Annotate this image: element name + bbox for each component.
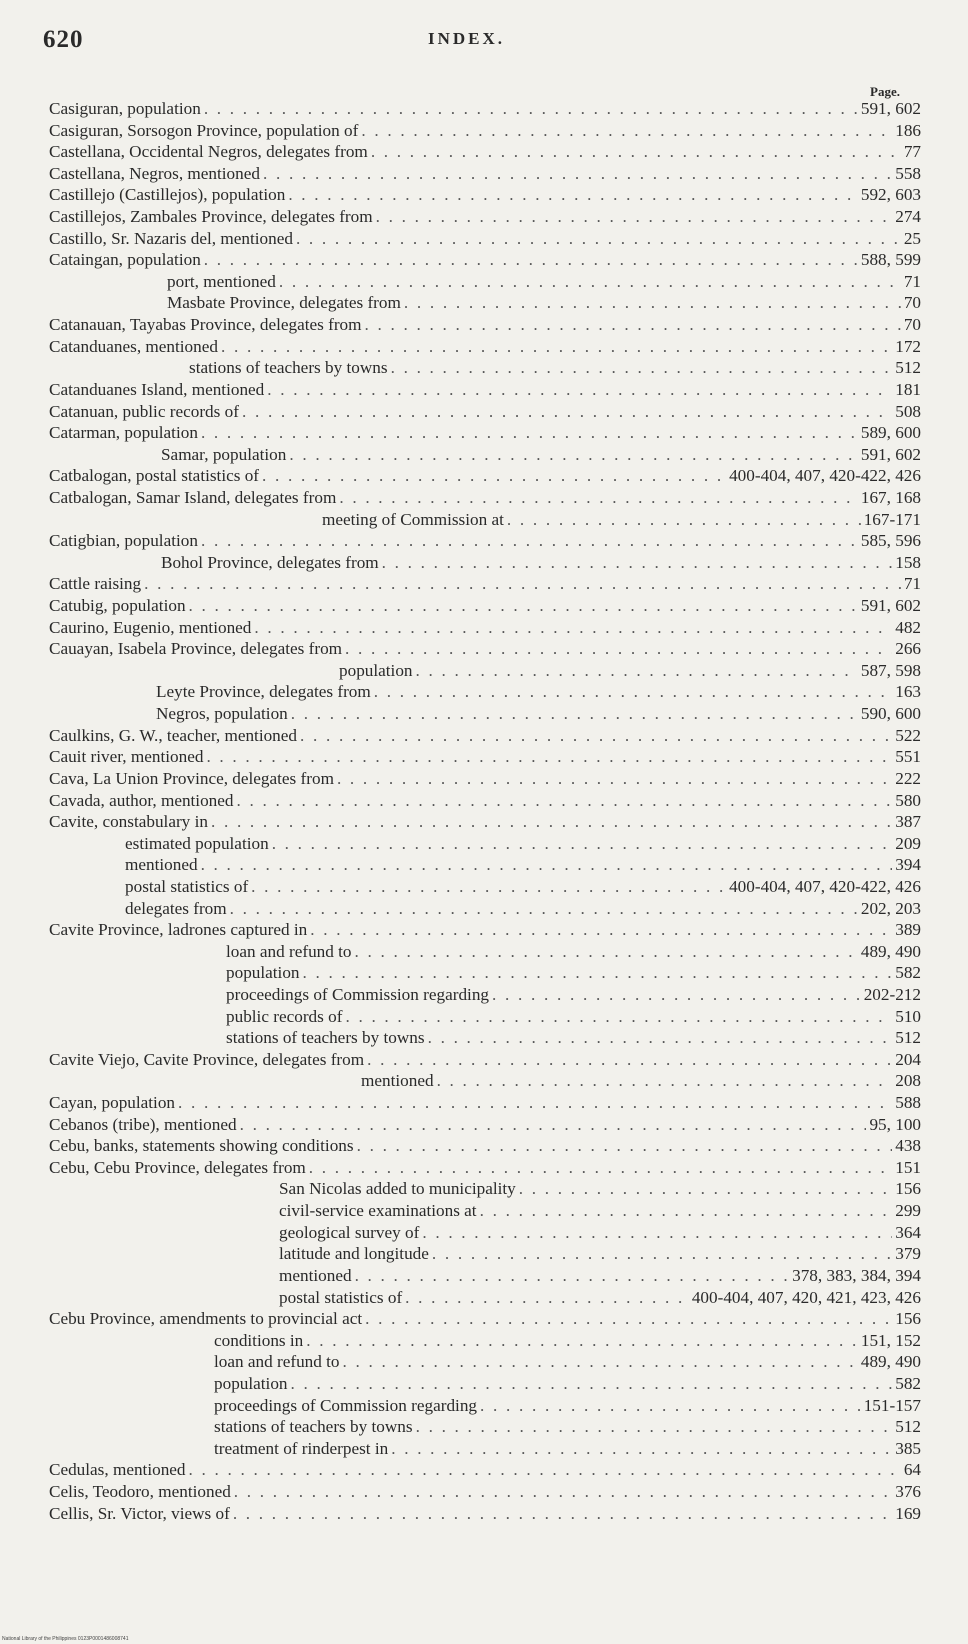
entry-label: Casiguran, population bbox=[49, 99, 201, 118]
entry-pages: 400-404, 407, 420-422, 426 bbox=[729, 466, 921, 486]
dot-leader bbox=[357, 1135, 893, 1157]
dot-leader bbox=[204, 98, 858, 120]
entry-pages: 95, 100 bbox=[869, 1114, 921, 1134]
entry-label: stations of teachers by towns bbox=[189, 358, 388, 378]
entry-pages: 585, 596 bbox=[860, 531, 921, 551]
dot-leader bbox=[251, 876, 726, 898]
dot-leader bbox=[272, 833, 893, 855]
entry-label: Cedulas, mentioned bbox=[49, 1460, 186, 1480]
entry-pages: 400-404, 407, 420-422, 426 bbox=[729, 876, 921, 896]
entry-pages: 25 bbox=[903, 228, 921, 248]
entry-label: estimated population bbox=[125, 833, 269, 853]
scan-footer: National Library of the Philippines 0123P0001486008741 bbox=[2, 1636, 129, 1642]
entry-label: Cauayan, Isabela Province, delegates from bbox=[49, 639, 343, 659]
entry-label: conditions in bbox=[214, 1330, 304, 1350]
entry-label: mentioned bbox=[361, 1071, 434, 1091]
dot-leader bbox=[480, 1395, 861, 1417]
entry-pages: 588 bbox=[895, 1093, 921, 1113]
dot-leader bbox=[230, 898, 858, 920]
dot-leader bbox=[178, 1092, 892, 1114]
index-entry bbox=[49, 1438, 921, 1460]
dot-leader bbox=[405, 1287, 689, 1309]
entry-label: Catubig, population bbox=[49, 596, 186, 616]
entry-pages: 181 bbox=[895, 379, 921, 399]
entry-label: Castillejos, Zambales Province, delegates from bbox=[49, 207, 373, 227]
entry-pages: 591, 602 bbox=[860, 596, 921, 616]
entry-label: Masbate Province, delegates from bbox=[167, 293, 401, 313]
index-entry bbox=[49, 1287, 921, 1309]
entry-pages: 489, 490 bbox=[860, 1352, 921, 1372]
dot-leader bbox=[263, 163, 892, 185]
dot-leader bbox=[367, 1049, 892, 1071]
dot-leader bbox=[204, 249, 858, 271]
index-entry bbox=[49, 379, 921, 401]
entry-pages: 163 bbox=[895, 682, 921, 702]
entry-label: port, mentioned bbox=[167, 271, 276, 291]
entry-pages: 385 bbox=[895, 1438, 921, 1458]
dot-leader bbox=[365, 314, 901, 336]
entry-label: latitude and longitude bbox=[279, 1244, 429, 1264]
entry-pages: 522 bbox=[895, 725, 921, 745]
entry-pages: 551 bbox=[895, 747, 921, 767]
dot-leader bbox=[289, 444, 858, 466]
entry-label: San Nicolas added to municipality bbox=[279, 1179, 516, 1199]
dot-leader bbox=[480, 1200, 893, 1222]
entry-label: Catanduanes, mentioned bbox=[49, 336, 218, 356]
dot-leader bbox=[376, 206, 893, 228]
dot-leader bbox=[345, 638, 892, 660]
index-entry bbox=[49, 811, 921, 833]
index-entry bbox=[49, 919, 921, 941]
entry-pages: 512 bbox=[895, 1417, 921, 1437]
entry-label: Celis, Teodoro, mentioned bbox=[49, 1482, 231, 1501]
index-entry bbox=[49, 1459, 921, 1481]
entry-label: Catarman, population bbox=[49, 423, 198, 443]
dot-leader bbox=[345, 1006, 892, 1028]
index-entry bbox=[49, 941, 921, 963]
dot-leader bbox=[144, 573, 901, 595]
index-entry bbox=[49, 1395, 921, 1417]
entry-pages: 389 bbox=[895, 920, 921, 940]
entry-label: Casiguran, Sorsogon Province, population of bbox=[49, 120, 359, 140]
index-entry bbox=[49, 141, 921, 163]
entry-label: mentioned bbox=[125, 855, 198, 875]
entry-label: Cava, La Union Province, delegates from bbox=[49, 768, 334, 788]
index-entry bbox=[49, 249, 921, 271]
index-entry bbox=[49, 573, 921, 595]
entry-pages: 510 bbox=[895, 1006, 921, 1026]
entry-pages: 589, 600 bbox=[860, 423, 921, 443]
entry-pages: 156 bbox=[895, 1309, 921, 1329]
entry-label: Cebu Province, amendments to provincial act bbox=[49, 1309, 363, 1329]
dot-leader bbox=[201, 422, 858, 444]
dot-leader bbox=[189, 595, 858, 617]
dot-leader bbox=[519, 1178, 892, 1200]
index-entry bbox=[49, 746, 921, 768]
entry-pages: 151-157 bbox=[863, 1395, 921, 1415]
dot-leader bbox=[296, 228, 901, 250]
index-entry bbox=[49, 1351, 921, 1373]
dot-leader bbox=[355, 941, 858, 963]
entry-label: Caurino, Eugenio, mentioned bbox=[49, 617, 252, 637]
entry-label: geological survey of bbox=[279, 1222, 420, 1242]
entry-label: civil-service examinations at bbox=[279, 1201, 477, 1221]
index-entry bbox=[49, 595, 921, 617]
index-entry bbox=[49, 465, 921, 487]
entry-pages: 172 bbox=[895, 336, 921, 356]
entry-pages: 151 bbox=[895, 1157, 921, 1177]
index-entry bbox=[49, 876, 921, 898]
index-entry bbox=[49, 703, 921, 725]
dot-leader bbox=[309, 1157, 892, 1179]
entry-label: Cavite Viejo, Cavite Province, delegates from bbox=[49, 1049, 365, 1069]
index-entry bbox=[49, 357, 921, 379]
entry-pages: 186 bbox=[895, 120, 921, 140]
entry-label: delegates from bbox=[125, 898, 227, 918]
entry-label: Negros, population bbox=[156, 704, 288, 724]
dot-leader bbox=[221, 336, 892, 358]
dot-leader bbox=[361, 120, 892, 142]
dot-leader bbox=[428, 1027, 893, 1049]
entry-label: Cebu, banks, statements showing conditions bbox=[49, 1136, 354, 1156]
entry-pages: 158 bbox=[895, 552, 921, 572]
entry-label: Cavada, author, mentioned bbox=[49, 790, 234, 810]
dot-leader bbox=[211, 811, 892, 833]
dot-leader bbox=[437, 1070, 893, 1092]
entry-pages: 582 bbox=[895, 1373, 921, 1393]
entry-label: Cataingan, population bbox=[49, 250, 201, 270]
page-number: 620 bbox=[43, 26, 84, 53]
dot-leader bbox=[404, 292, 901, 314]
index-entry bbox=[49, 509, 921, 531]
entry-pages: 591, 602 bbox=[860, 444, 921, 464]
entry-pages: 587, 598 bbox=[860, 660, 921, 680]
dot-leader bbox=[262, 465, 726, 487]
entry-pages: 438 bbox=[895, 1136, 921, 1156]
entry-label: population bbox=[339, 660, 413, 680]
index-entry bbox=[49, 1006, 921, 1028]
dot-leader bbox=[201, 854, 893, 876]
dot-leader bbox=[279, 271, 901, 293]
index-entry bbox=[49, 1114, 921, 1136]
dot-leader bbox=[254, 617, 892, 639]
entry-pages: 387 bbox=[895, 812, 921, 832]
entry-label: Catanauan, Tayabas Province, delegates from bbox=[49, 315, 362, 335]
dot-leader bbox=[237, 790, 893, 812]
dot-leader bbox=[374, 681, 892, 703]
entry-label: Cayan, population bbox=[49, 1093, 176, 1113]
entry-pages: 222 bbox=[895, 768, 921, 788]
entry-pages: 156 bbox=[895, 1179, 921, 1199]
index-entry bbox=[49, 228, 921, 250]
index-entry bbox=[49, 163, 921, 185]
index-entry bbox=[49, 1178, 921, 1200]
entry-pages: 208 bbox=[895, 1071, 921, 1091]
dot-leader bbox=[300, 725, 892, 747]
entry-label: loan and refund to bbox=[226, 941, 352, 961]
index-entry bbox=[49, 1157, 921, 1179]
entry-pages: 400-404, 407, 420, 421, 423, 426 bbox=[691, 1287, 921, 1307]
index-entry bbox=[49, 681, 921, 703]
page-column-label: Page. bbox=[870, 84, 900, 99]
entry-pages: 266 bbox=[895, 639, 921, 659]
entry-label: Cebu, Cebu Province, delegates from bbox=[49, 1157, 306, 1177]
dot-leader bbox=[507, 509, 861, 531]
index-entry bbox=[49, 768, 921, 790]
entry-label: Cauit river, mentioned bbox=[49, 747, 204, 767]
dot-leader bbox=[391, 1438, 892, 1460]
entry-label: Catanuan, public records of bbox=[49, 401, 239, 421]
index-entry bbox=[49, 1070, 921, 1092]
index-entry bbox=[49, 120, 921, 142]
entry-pages: 379 bbox=[895, 1244, 921, 1264]
entry-label: population bbox=[214, 1373, 288, 1393]
entry-pages: 580 bbox=[895, 790, 921, 810]
entry-pages: 376 bbox=[895, 1482, 921, 1501]
index-entry bbox=[49, 444, 921, 466]
entry-pages: 202, 203 bbox=[860, 898, 921, 918]
index-entry bbox=[49, 292, 921, 314]
index-entry bbox=[49, 336, 921, 358]
entry-pages: 202-212 bbox=[863, 984, 921, 1004]
index-entry bbox=[49, 1049, 921, 1071]
entry-label: Cattle raising bbox=[49, 574, 142, 594]
entry-label: Cebanos (tribe), mentioned bbox=[49, 1114, 237, 1134]
index-entry bbox=[49, 487, 921, 509]
index-entry bbox=[49, 1308, 921, 1330]
entry-label: postal statistics of bbox=[279, 1287, 403, 1307]
entry-label: Cavite, constabulary in bbox=[49, 812, 208, 832]
entry-label: loan and refund to bbox=[214, 1352, 340, 1372]
dot-leader bbox=[303, 962, 893, 984]
entry-pages: 592, 603 bbox=[860, 185, 921, 205]
dot-leader bbox=[416, 1416, 893, 1438]
dot-leader bbox=[371, 141, 901, 163]
entry-label: public records of bbox=[226, 1006, 343, 1026]
dot-leader bbox=[391, 357, 893, 379]
entry-pages: 582 bbox=[895, 963, 921, 983]
index-entry bbox=[49, 1481, 921, 1503]
index-entry bbox=[49, 984, 921, 1006]
dot-leader bbox=[365, 1308, 892, 1330]
index-list bbox=[49, 98, 921, 1524]
index-entry bbox=[49, 422, 921, 444]
index-entry bbox=[49, 1222, 921, 1244]
entry-pages: 378, 383, 384, 394 bbox=[792, 1265, 921, 1285]
index-entry bbox=[49, 271, 921, 293]
entry-pages: 508 bbox=[895, 401, 921, 421]
entry-pages: 70 bbox=[903, 315, 921, 335]
entry-label: Catanduanes Island, mentioned bbox=[49, 379, 265, 399]
dot-leader bbox=[291, 703, 858, 725]
entry-pages: 558 bbox=[895, 163, 921, 183]
entry-pages: 71 bbox=[903, 574, 921, 594]
entry-label: Cavite Province, ladrones captured in bbox=[49, 920, 308, 940]
index-entry bbox=[49, 401, 921, 423]
index-entry bbox=[49, 206, 921, 228]
entry-pages: 591, 602 bbox=[860, 99, 921, 118]
page-title: INDEX. bbox=[428, 29, 506, 48]
entry-label: stations of teachers by towns bbox=[214, 1417, 413, 1437]
index-entry bbox=[49, 638, 921, 660]
entry-label: proceedings of Commission regarding bbox=[214, 1395, 478, 1415]
entry-label: meeting of Commission at bbox=[322, 509, 504, 529]
index-entry bbox=[49, 617, 921, 639]
entry-pages: 71 bbox=[903, 271, 921, 291]
entry-label: Cellis, Sr. Victor, views of bbox=[49, 1503, 230, 1523]
index-entry bbox=[49, 1503, 921, 1525]
entry-label: Castillejo (Castillejos), population bbox=[49, 185, 286, 205]
dot-leader bbox=[242, 401, 892, 423]
entry-pages: 204 bbox=[895, 1049, 921, 1069]
dot-leader bbox=[422, 1222, 892, 1244]
entry-pages: 209 bbox=[895, 833, 921, 853]
entry-pages: 512 bbox=[895, 358, 921, 378]
dot-leader bbox=[339, 487, 858, 509]
dot-leader bbox=[288, 184, 858, 206]
entry-label: Catbalogan, postal statistics of bbox=[49, 466, 260, 486]
index-entry bbox=[49, 898, 921, 920]
entry-pages: 394 bbox=[895, 855, 921, 875]
index-entry bbox=[49, 833, 921, 855]
index-entry bbox=[49, 314, 921, 336]
dot-leader bbox=[206, 746, 892, 768]
index-entry bbox=[49, 184, 921, 206]
entry-pages: 364 bbox=[895, 1222, 921, 1242]
entry-pages: 482 bbox=[895, 617, 921, 637]
entry-pages: 167, 168 bbox=[860, 487, 921, 507]
entry-label: Catbalogan, Samar Island, delegates from bbox=[49, 487, 337, 507]
entry-label: proceedings of Commission regarding bbox=[226, 984, 490, 1004]
entry-pages: 169 bbox=[895, 1503, 921, 1523]
entry-label: mentioned bbox=[279, 1265, 352, 1285]
dot-leader bbox=[291, 1373, 893, 1395]
entry-pages: 167-171 bbox=[863, 509, 921, 529]
dot-leader bbox=[306, 1330, 858, 1352]
index-entry bbox=[49, 1373, 921, 1395]
dot-leader bbox=[240, 1114, 867, 1136]
dot-leader bbox=[355, 1265, 790, 1287]
dot-leader bbox=[267, 379, 892, 401]
index-entry bbox=[49, 1330, 921, 1352]
entry-label: population bbox=[226, 963, 300, 983]
entry-pages: 489, 490 bbox=[860, 941, 921, 961]
dot-leader bbox=[233, 1503, 892, 1525]
index-entry bbox=[49, 660, 921, 682]
entry-pages: 590, 600 bbox=[860, 704, 921, 724]
dot-leader bbox=[343, 1351, 858, 1373]
entry-pages: 274 bbox=[895, 207, 921, 227]
index-entry bbox=[49, 530, 921, 552]
dot-leader bbox=[416, 660, 858, 682]
index-entry bbox=[49, 98, 921, 120]
entry-label: postal statistics of bbox=[125, 876, 249, 896]
entry-label: treatment of rinderpest in bbox=[214, 1438, 389, 1458]
entry-label: Caulkins, G. W., teacher, mentioned bbox=[49, 725, 297, 745]
index-entry bbox=[49, 552, 921, 574]
dot-leader bbox=[189, 1459, 901, 1481]
entry-pages: 64 bbox=[903, 1460, 921, 1480]
entry-pages: 77 bbox=[903, 142, 921, 162]
dot-leader bbox=[234, 1481, 892, 1503]
entry-pages: 588, 599 bbox=[860, 250, 921, 270]
index-entry bbox=[49, 1092, 921, 1114]
index-entry bbox=[49, 854, 921, 876]
entry-pages: 299 bbox=[895, 1201, 921, 1221]
entry-pages: 512 bbox=[895, 1028, 921, 1048]
entry-label: Castillo, Sr. Nazaris del, mentioned bbox=[49, 228, 293, 248]
entry-pages: 151, 152 bbox=[860, 1330, 921, 1350]
entry-label: Leyte Province, delegates from bbox=[156, 682, 371, 702]
entry-pages: 70 bbox=[903, 293, 921, 313]
entry-label: Bohol Province, delegates from bbox=[161, 552, 379, 572]
index-entry bbox=[49, 1135, 921, 1157]
index-entry bbox=[49, 1027, 921, 1049]
entry-label: stations of teachers by towns bbox=[226, 1028, 425, 1048]
entry-label: Catigbian, population bbox=[49, 531, 198, 551]
index-entry bbox=[49, 1200, 921, 1222]
entry-label: Samar, population bbox=[161, 444, 287, 464]
index-entry bbox=[49, 1243, 921, 1265]
index-entry bbox=[49, 962, 921, 984]
index-entry bbox=[49, 790, 921, 812]
index-entry bbox=[49, 1265, 921, 1287]
dot-leader bbox=[310, 919, 892, 941]
dot-leader bbox=[382, 552, 893, 574]
entry-label: Castellana, Occidental Negros, delegates from bbox=[49, 142, 368, 162]
dot-leader bbox=[492, 984, 861, 1006]
dot-leader bbox=[337, 768, 892, 790]
dot-leader bbox=[201, 530, 858, 552]
entry-label: Castellana, Negros, mentioned bbox=[49, 163, 260, 183]
index-entry bbox=[49, 725, 921, 747]
dot-leader bbox=[432, 1243, 892, 1265]
index-entry bbox=[49, 1416, 921, 1438]
